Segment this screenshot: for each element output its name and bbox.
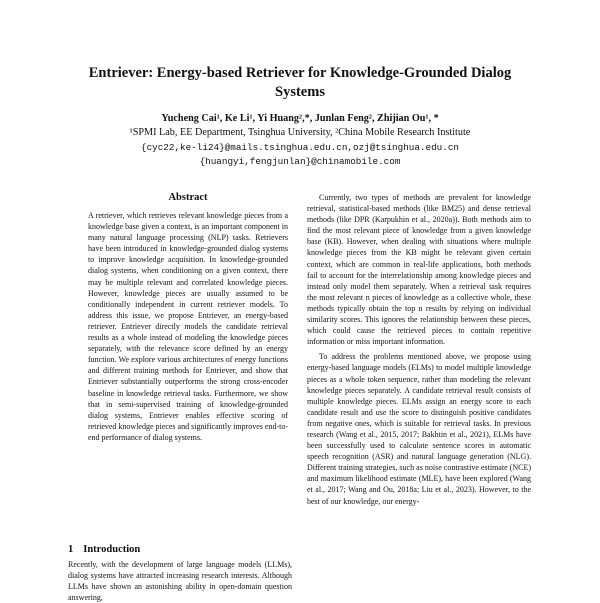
introduction-body xyxy=(68,559,292,603)
email-line-2: {huangyi,fengjunlan}@chinamobile.com xyxy=(199,156,401,167)
right-paragraph-1: Currently, two types of methods are prevalent for knowledge retrieval, statistical-based methods (like BM25) and dense retrieval methods (like DPR (Karpukhin et al., 2020a)). Both methods aim to find the most relevant piece of knowledge from a given knowledge base (KB). However, when dealing with situations where multiple knowledge pieces from the KB might be relevant given certain context, which are common in real-life applications, both methods fail to account for the interrelationship among knowledge pieces and instead only model them separately. When a retrieval task requires the most relevant n pieces of knowledge as a collective whole, these methods typically obtain the top n results by relying on individual similarity scores. This ignores the relationship between these pieces, which could cause the retrieved pieces to contain repetitive information or miss important information. xyxy=(307,193,531,347)
right-column xyxy=(307,192,531,507)
section-number: 1 xyxy=(68,544,74,555)
introduction-text: Recently, with the development of large language models (LLMs), dialog systems have attracted increasing research interests. Although LLMs have shown an astonishing ability in open-domain question answering, xyxy=(68,560,292,603)
abstract-body xyxy=(88,210,288,443)
right-paragraph-2: To address the problems mentioned above, we propose using energy-based language models (ELMs) to model multiple knowledge pieces as a whole token sequence, rather than modeling the relevant knowledge pieces separately. A candidate retrieval result consists of multiple knowledge pieces. ELMs assign an energy score to each candidate result and use the score to distinguish positive candidates from negative ones, which is suitable for retrieval tasks. In previous research (Wang et al., 2015, 2017; Bakhtin et al., 2021), ELMs have been successfully used to calculate sentence scores in automatic speech recognition (ASR) and natural language generation (NLG). Different training strategies, such as noise contrastive estimate (NCE) and maximum likelihood estimate (MLE), have been explored (Wang et al., 2017; Wang and Ou, 2018a; Liu et al., 2023). However, to the best of our knowledge, our energy- xyxy=(307,352,531,506)
email-line-1: {cyc22,ke-li24}@mails.tsinghua.edu.cn,ozj@tsinghua.edu.cn xyxy=(140,142,459,153)
section-title: Introduction xyxy=(83,544,141,555)
paper-title: Entriever: Energy-based Retriever for Knowledge-Grounded Dialog Systems xyxy=(88,65,512,100)
affiliation-line: ¹SPMI Lab, EE Department, Tsinghua University, ²China Mobile Research Institute xyxy=(129,127,471,138)
abstract-heading: Abstract xyxy=(168,192,208,203)
section-heading-introduction xyxy=(68,544,298,555)
author-list: Yucheng Cai¹, Ke Li¹, Yi Huang²,*, Junlan Feng², Zhijian Ou¹, * xyxy=(161,113,439,124)
abstract-text: A retriever, which retrieves relevant knowledge pieces from a knowledge base given a context, is an important component in many natural language processing (NLP) tasks. Retrievers have been introduced in knowledge-grounded dialog systems to improve knowledge acquisition. In knowledge-grounded dialog systems, when conditioning on a given context, there may be multiple relevant and correlated knowledge pieces. However, knowledge pieces are usually assumed to be conditionally independent in current retriever models. To address this issue, we propose Entriever, an energy-based retriever. Entriever directly models the candidate retrieval results as a whole instead of modeling the knowledge pieces separately, with the relevance score defined by an energy function. We explore various architectures of energy functions and different training methods for Entriever, and show that Entriever substantially outperforms the strong cross-encoder baseline in knowledge retrieval tasks. Furthermore, we show that in semi-supervised training of knowledge-grounded dialog systems, Entriever enables effective scoring of retrieved knowledge pieces and significantly improves end-to-end performance of dialog systems. xyxy=(88,211,288,442)
